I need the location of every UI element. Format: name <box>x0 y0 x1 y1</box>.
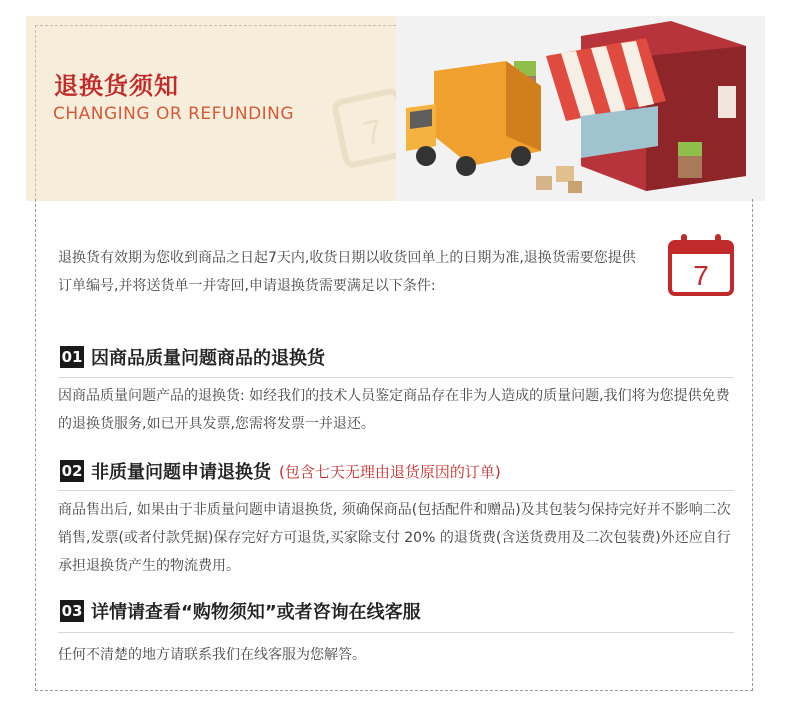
section-03-header <box>60 598 421 624</box>
section-title: 非质量问题申请退换货 <box>91 462 271 483</box>
section-01-header <box>60 344 325 370</box>
page-title: 退换货须知 <box>54 72 179 100</box>
section-02-body: 商品售出后, 如果由于非质量问题申请退换货, 须确保商品(包括配件和赠品)及其包装匀保持完好并不影响二次销售,发票(或者付款凭据)保存完好方可退货,买家除支付 20% 的退货费(含送货费用及二次包装费)外还应自行承担退换货产生的物流费用。 <box>58 502 731 574</box>
intro-text: 退换货有效期为您收到商品之日起7天内,收货日期以收货回单上的日期为准,退换货需要您提供订单编号,并将送货单一并寄回,申请退换货需要满足以下条件: <box>58 250 636 294</box>
section-subtitle: (包含七天无理由退货原因的订单) <box>279 462 501 481</box>
section-02-header <box>60 458 501 484</box>
page-subtitle-en: CHANGING OR REFUNDING <box>53 104 295 124</box>
section-divider <box>58 490 734 491</box>
section-title: 详情请查看“购物须知”或者咨询在线客服 <box>91 602 421 623</box>
section-title: 因商品质量问题商品的退换货 <box>91 348 325 369</box>
section-divider <box>58 377 734 378</box>
delivery-shop-illustration <box>396 16 765 201</box>
section-number-badge: 03 <box>61 602 83 620</box>
section-number-badge: 01 <box>61 348 83 366</box>
section-01-body: 因商品质量问题产品的退换货: 如经我们的技术人员鉴定商品存在非为人造成的质量问题,我们将为您提供免费的退换货服务,如已开具发票,您需将发票一并退还。 <box>58 388 730 432</box>
truck-and-shop-image <box>396 16 765 201</box>
section-divider <box>58 632 734 633</box>
svg-text:7: 7 <box>359 112 387 154</box>
calendar-7-days-icon <box>667 232 735 298</box>
section-number-badge: 02 <box>61 462 83 480</box>
svg-text:7: 7 <box>693 260 709 291</box>
section-03-body: 任何不清楚的地方请联系我们在线客服为您解答。 <box>58 647 366 663</box>
